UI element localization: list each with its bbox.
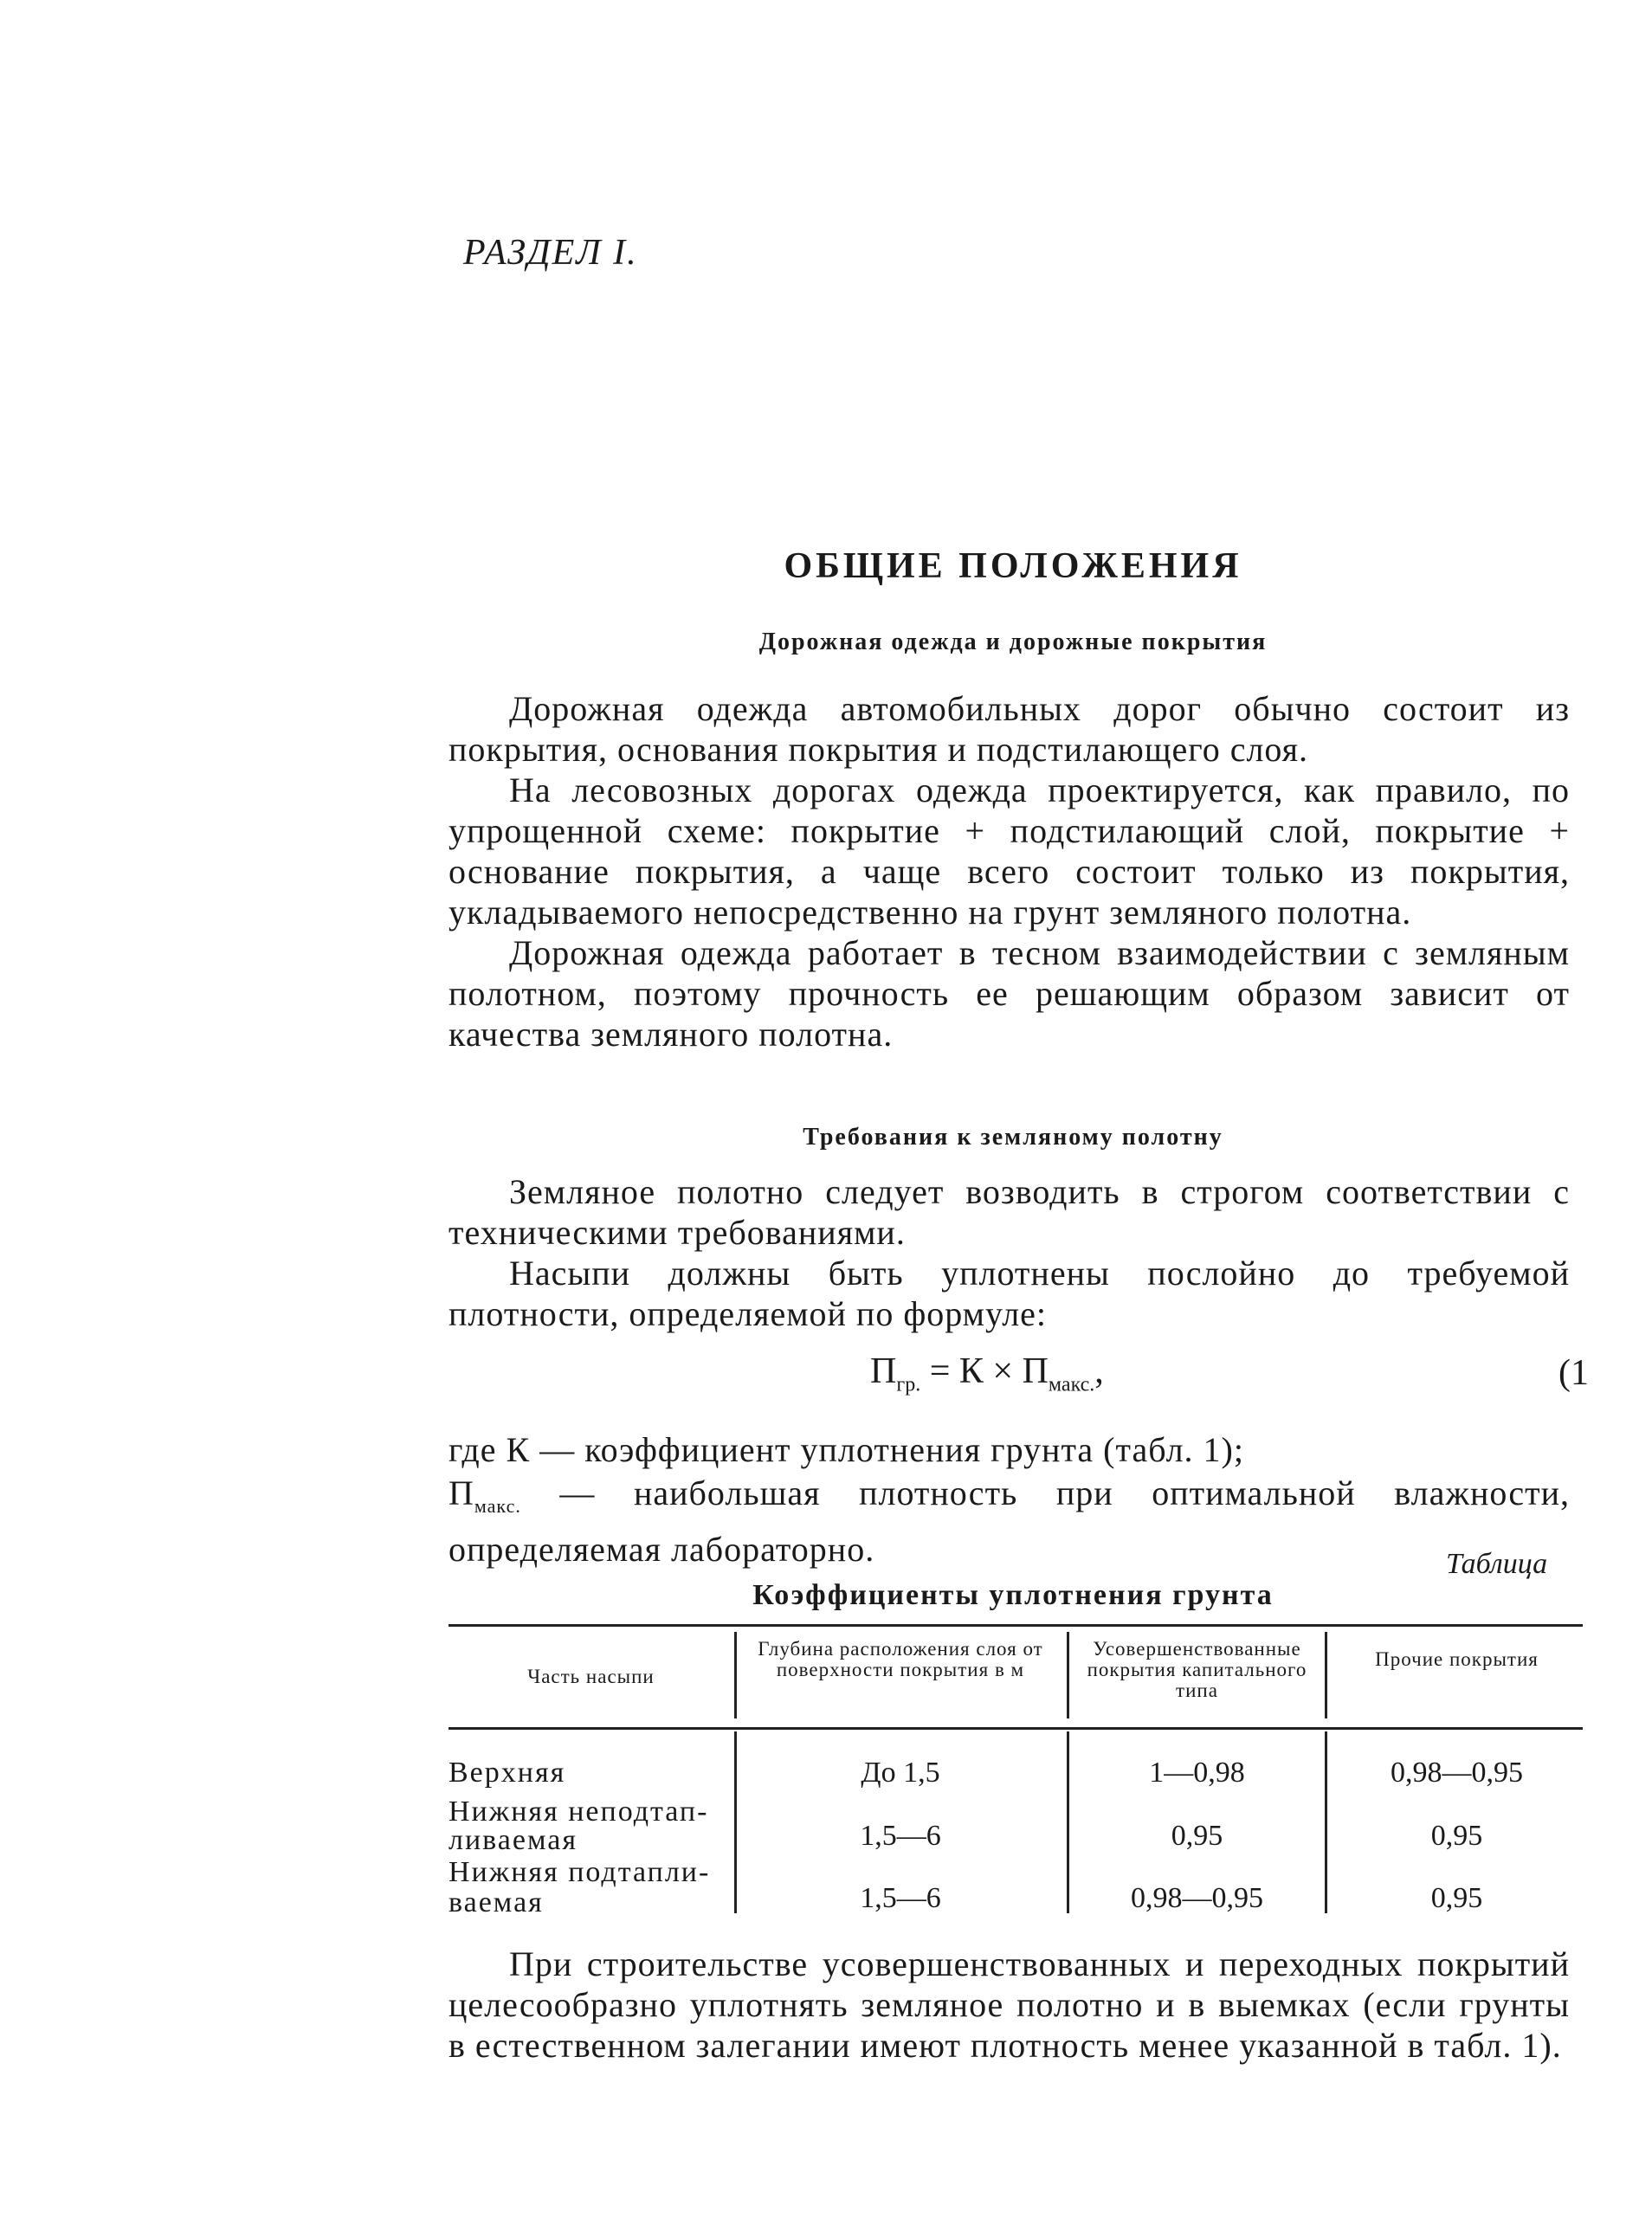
formula-number: (1	[1558, 1353, 1589, 1393]
paragraph: Земляное полотно следует возводить в строгом соответствии с техническими требованиями.	[448, 1172, 1570, 1252]
intro-text-block	[448, 688, 1570, 1054]
table-top-rule	[448, 1624, 1583, 1627]
table-column-divider	[1325, 1632, 1327, 1718]
table-cell-improved: 1—0,98	[1149, 1757, 1245, 1789]
table-label: Таблица	[1446, 1548, 1548, 1580]
paragraph: Дорожная одежда работает в тесном взаимодействии с земляным полотном, поэтому прочность ее решающим образом зависит от качества земляного полотна.	[448, 933, 1570, 1054]
density-formula	[870, 1351, 1104, 1396]
paragraph: Насыпи должны быть уплотнены послойно до требуемой плотности, определяемой по формуле:	[448, 1254, 1570, 1333]
table-header-improved: Усовершенствованные покрытия капитального типа	[1087, 1638, 1307, 1701]
table-cell-part: Верхняя	[448, 1757, 566, 1789]
formula-rhs: = К × П	[929, 1351, 1049, 1391]
subheading-subgrade-requirements: Требования к земляному полотну	[803, 1124, 1223, 1151]
definition-text: — наибольшая плотность при оптимальной влажности, определяемая лабораторно.	[448, 1473, 1570, 1569]
paragraph: При строительстве усовершенствованных и переходных покрытий целесообразно уплотнять земляное полотно и в выемках (если грунты в естественном залегании имеют плотность менее указанной в табл. 1).	[448, 1944, 1570, 2065]
subheading-road-pavement: Дорожная одежда и дорожные покрытия	[758, 629, 1268, 655]
table-header-rule	[448, 1727, 1583, 1730]
table-column-divider	[1067, 1632, 1069, 1718]
table-cell-improved: 0,95	[1171, 1820, 1223, 1852]
table-column-divider	[1067, 1731, 1069, 1913]
table-cell-depth: 1,5—6	[860, 1820, 941, 1852]
definition-k: где К — коэффициент уплотнения грунта (табл. 1);	[448, 1430, 1244, 1469]
table-cell-other: 0,95	[1430, 1882, 1483, 1914]
requirements-text-block	[448, 1171, 1570, 1334]
table-title: Коэффициенты уплотнения грунта	[752, 1579, 1274, 1611]
definition-symbol: П	[448, 1473, 474, 1512]
definition-symbol-subscript: макс.	[474, 1495, 521, 1517]
table-column-divider	[734, 1632, 737, 1718]
table-cell-other: 0,95	[1430, 1820, 1483, 1852]
table-cell-part: Нижняя неподтап-	[448, 1796, 709, 1828]
table-cell-part-continued: ваемая	[448, 1886, 544, 1918]
page-title: ОБЩИЕ ПОЛОЖЕНИЯ	[784, 546, 1242, 586]
table-cell-part: Нижняя подтапли-	[448, 1856, 711, 1888]
table-column-divider	[734, 1731, 737, 1913]
formula-lhs: П	[870, 1351, 897, 1391]
table-header-other: Прочие покрытия	[1375, 1648, 1539, 1670]
table-column-divider	[1325, 1731, 1327, 1913]
definition-pmax	[448, 1472, 1570, 1571]
table-cell-part-continued: ливаемая	[448, 1824, 578, 1856]
section-label: РАЗДЕЛ I.	[463, 233, 638, 273]
table-cell-improved: 0,98—0,95	[1131, 1882, 1263, 1914]
closing-text-block	[448, 1944, 1570, 2066]
table-cell-depth: 1,5—6	[860, 1882, 941, 1914]
formula-lhs-subscript: гр.	[896, 1373, 921, 1396]
formula-rhs-subscript: макс.	[1048, 1373, 1095, 1396]
table-cell-other: 0,98—0,95	[1391, 1757, 1523, 1789]
table-cell-depth: До 1,5	[861, 1757, 940, 1789]
formula-suffix: ,	[1094, 1351, 1104, 1391]
formula-definitions	[448, 1428, 1570, 1571]
paragraph: Дорожная одежда автомобильных дорог обычно состоит из покрытия, основания покрытия и подстилающего слоя.	[448, 689, 1570, 769]
paragraph: На лесовозных дорогах одежда проектируется, как правило, по упрощенной схеме: покрытие + подстилающий слой, покрытие + основание покрытия, а чаще всего состоит только из покрытия, укладываемого непосредственно на грунт земляного полотна.	[448, 770, 1570, 932]
table-header-depth: Глубина расположения слоя от поверхности покрытия в м	[758, 1638, 1043, 1680]
table-header-part: Часть насыпи	[527, 1666, 655, 1687]
